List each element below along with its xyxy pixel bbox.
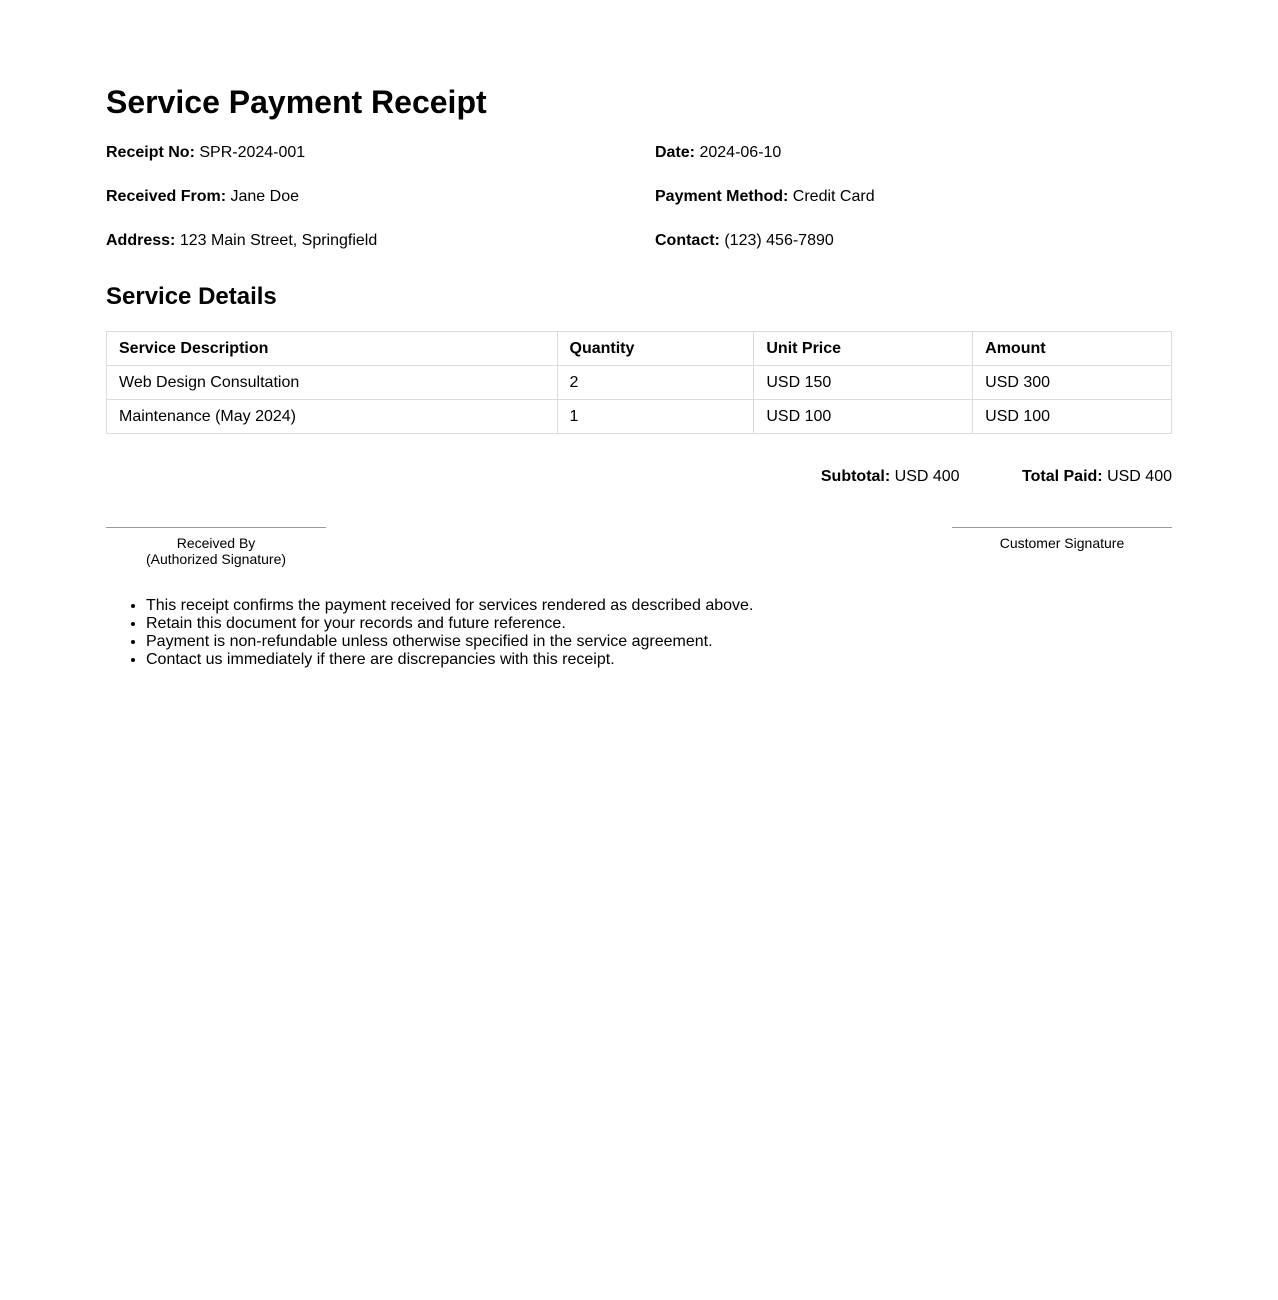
contact-label: Contact: bbox=[655, 232, 720, 249]
receipt-number-label: Receipt No: bbox=[106, 144, 195, 161]
column-header-quantity: Quantity bbox=[557, 332, 754, 366]
cell-unit-price: USD 150 bbox=[754, 366, 973, 400]
customer-signature-label: Customer Signature bbox=[999, 535, 1125, 551]
subtotal-value: USD 400 bbox=[894, 468, 960, 485]
authorized-signature-line1: Received By bbox=[176, 535, 256, 551]
subtotal bbox=[821, 466, 960, 488]
cell-description: Maintenance (May 2024) bbox=[107, 400, 558, 434]
authorized-signature-block bbox=[106, 527, 326, 567]
received-from-field bbox=[106, 186, 299, 208]
payment-method-field bbox=[655, 186, 875, 208]
total-paid-value: USD 400 bbox=[1107, 468, 1172, 485]
address-value: 123 Main Street, Springfield bbox=[179, 232, 378, 249]
cell-quantity: 2 bbox=[557, 366, 754, 400]
authorized-signature-line2: (Authorized Signature) bbox=[145, 551, 287, 567]
list-item: • Retain this document for your records and future reference. bbox=[146, 615, 753, 633]
service-details-table bbox=[106, 331, 1172, 434]
column-header-unit-price: Unit Price bbox=[754, 332, 973, 366]
info-row-1 bbox=[106, 142, 1172, 164]
address-field bbox=[106, 230, 377, 252]
customer-signature-block bbox=[952, 527, 1172, 551]
info-row-3 bbox=[106, 230, 1172, 252]
cell-amount: USD 100 bbox=[973, 400, 1172, 434]
notes-list bbox=[106, 597, 753, 669]
cell-amount: USD 300 bbox=[973, 366, 1172, 400]
date-label: Date: bbox=[655, 144, 696, 161]
info-row-2 bbox=[106, 186, 1172, 208]
date-field bbox=[655, 142, 781, 164]
payment-method-value: Credit Card bbox=[792, 188, 875, 205]
table-row bbox=[107, 366, 1172, 400]
total-paid bbox=[1022, 466, 1172, 488]
total-paid-label: Total Paid: bbox=[1022, 468, 1103, 485]
list-item: • Contact us immediately if there are discrepancies with this receipt. bbox=[146, 651, 753, 669]
cell-unit-price: USD 100 bbox=[754, 400, 973, 434]
cell-quantity: 1 bbox=[557, 400, 754, 434]
page-title: Service Payment Receipt bbox=[106, 84, 487, 120]
received-from-label: Received From: bbox=[106, 188, 227, 205]
contact-field bbox=[655, 230, 834, 252]
totals-section bbox=[821, 466, 1172, 488]
payment-method-label: Payment Method: bbox=[655, 188, 789, 205]
table-header-row bbox=[107, 332, 1172, 366]
cell-description: Web Design Consultation bbox=[107, 366, 558, 400]
subtotal-label: Subtotal: bbox=[820, 468, 891, 485]
table-row bbox=[107, 400, 1172, 434]
date-value: 2024-06-10 bbox=[699, 144, 782, 161]
received-from-value: Jane Doe bbox=[230, 188, 299, 205]
service-details-heading: Service Details bbox=[106, 283, 277, 310]
receipt-number-field bbox=[106, 142, 305, 164]
list-item: • This receipt confirms the payment received for services rendered as described above. bbox=[146, 597, 753, 615]
contact-value: (123) 456-7890 bbox=[724, 232, 834, 249]
receipt-number-value: SPR-2024-001 bbox=[199, 144, 306, 161]
list-item: • Payment is non-refundable unless otherwise specified in the service agreement. bbox=[146, 633, 753, 651]
column-header-amount: Amount bbox=[973, 332, 1172, 366]
address-label: Address: bbox=[106, 232, 176, 249]
column-header-description: Service Description bbox=[107, 332, 558, 366]
